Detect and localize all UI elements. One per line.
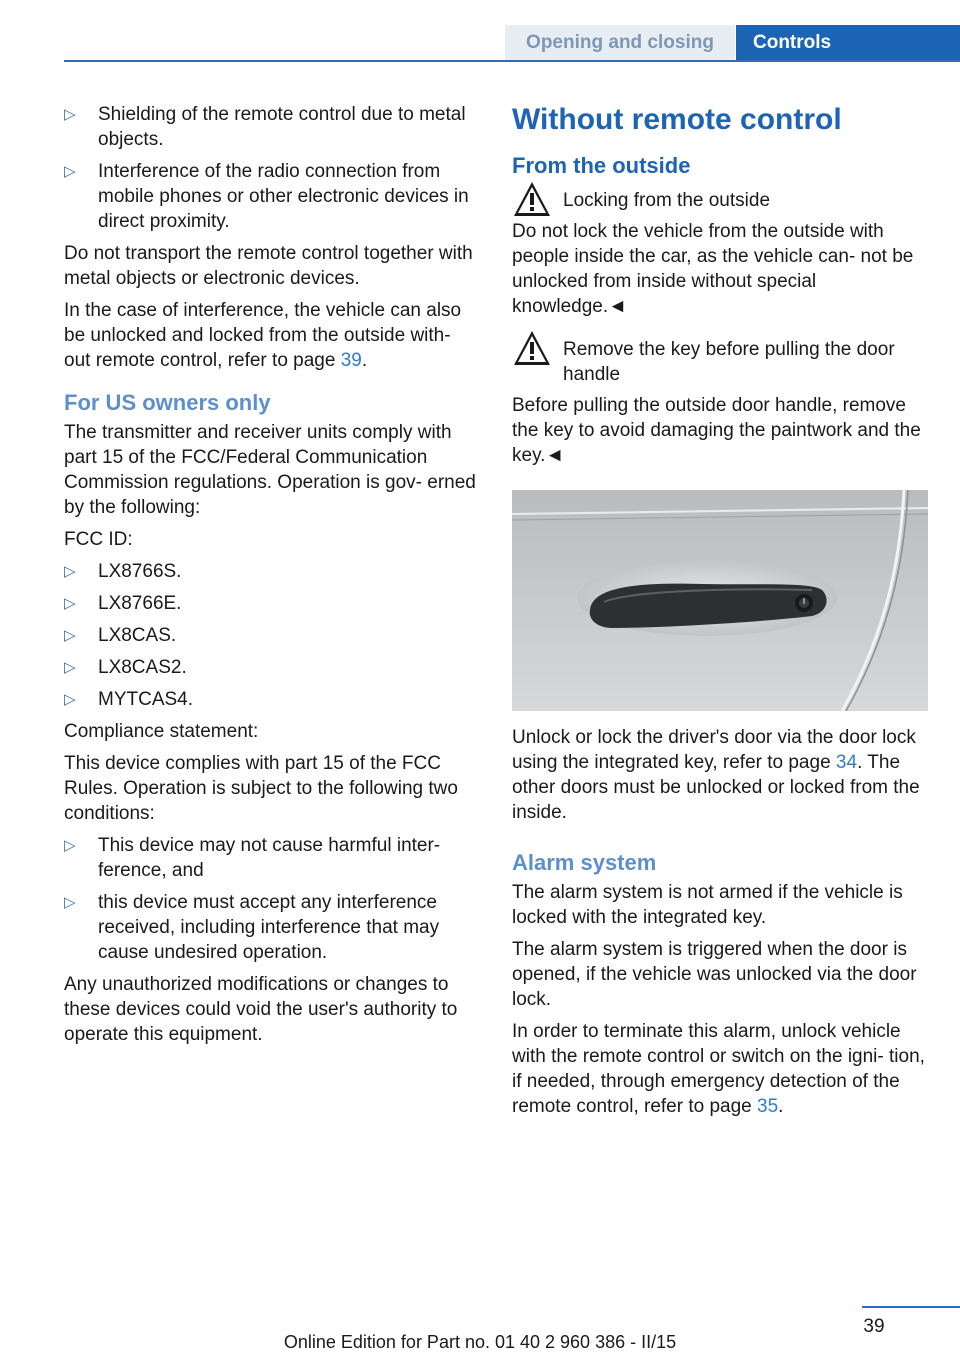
list-item: ▷ This device may not cause harmful inter‐ ference, and — [64, 835, 441, 881]
list-item: ▷ Interference of the radio connection from mobile phones or other electronic devices in direct proximity. — [64, 161, 469, 232]
triangle-bullet-icon: ▷ — [64, 627, 76, 644]
warning-title: Locking from the outside — [563, 190, 771, 211]
warning-block — [512, 188, 930, 213]
us-owners-heading: For US owners only — [64, 390, 271, 415]
warning-body: Before pulling the outside door handle, remove the key to avoid damaging the paintwork and the key.◄ — [512, 395, 921, 466]
page-number: 39 — [863, 1316, 885, 1337]
triangle-bullet-icon: ▷ — [64, 595, 76, 612]
paragraph: The transmitter and receiver units comply with part 15 of the FCC/Federal Communication Commission regulations. Operation is gov‐ erned by the following: — [64, 422, 476, 518]
header-section-title: Opening and closing — [505, 25, 735, 60]
door-handle-photo — [512, 490, 928, 711]
paragraph: The alarm system is triggered when the door is opened, if the vehicle was unlocked via the door lock. — [512, 939, 917, 1010]
page-link-34[interactable]: 34 — [835, 752, 858, 773]
warning-icon — [512, 329, 552, 369]
list-item: ▷ MYTCAS4. — [64, 689, 194, 710]
warning-block — [512, 337, 930, 387]
list-item: ▷ this device must accept any interference received, including interference that may cause undesired operation. — [64, 892, 440, 963]
paragraph: Do not transport the remote control together with metal objects or electronic devices. — [64, 243, 473, 289]
warning-title: Remove the key before pulling the door handle — [563, 339, 895, 385]
triangle-bullet-icon: ▷ — [64, 563, 76, 580]
list-item: ▷ Shielding of the remote control due to metal objects. — [64, 104, 466, 150]
edition-footer: Online Edition for Part no. 01 40 2 960 386 - II/15 — [283, 1332, 677, 1352]
triangle-bullet-icon: ▷ — [64, 659, 76, 676]
paragraph: In order to terminate this alarm, unlock vehicle with the remote control or switch on the igni‐ tion, if needed, through emergency detection of the remote control, refer to page 35. — [512, 1021, 925, 1117]
triangle-bullet-icon: ▷ — [64, 163, 76, 180]
triangle-bullet-icon: ▷ — [64, 691, 76, 708]
left-column — [64, 102, 482, 1054]
footer-rule — [862, 1306, 960, 1308]
page-link-39[interactable]: 39 — [340, 350, 362, 371]
triangle-bullet-icon: ▷ — [64, 894, 76, 911]
triangle-bullet-icon: ▷ — [64, 837, 76, 854]
compliance-label: Compliance statement: — [64, 721, 259, 742]
page-link-35[interactable]: 35 — [757, 1096, 779, 1117]
paragraph: In the case of interference, the vehicle can also be unlocked and locked from the outside with‐ out remote control, refer to page 39. — [64, 300, 462, 371]
section-title: Without remote control — [512, 103, 842, 136]
right-column — [512, 102, 930, 1126]
list-item: ▷ LX8766S. — [64, 561, 182, 582]
list-item: ▷ LX8CAS2. — [64, 657, 187, 678]
paragraph: The alarm system is not armed if the vehicle is locked with the integrated key. — [512, 882, 903, 928]
warning-body: Do not lock the vehicle from the outside with people inside the car, as the vehicle can‐ not be unlocked from inside without special knowledge.◄ — [512, 221, 914, 317]
header-chapter-tab: Controls — [736, 25, 960, 60]
triangle-bullet-icon: ▷ — [64, 106, 76, 123]
paragraph: Unlock or lock the driver's door via the door lock using the integrated key, refer to page 34. The other doors must be unlocked or locked from the inside. — [512, 727, 920, 823]
subsection-title: From the outside — [512, 153, 691, 178]
warning-icon — [512, 180, 552, 220]
list-item: ▷ LX8766E. — [64, 593, 182, 614]
list-item: ▷ LX8CAS. — [64, 625, 177, 646]
header-rule — [64, 60, 960, 62]
alarm-system-heading: Alarm system — [512, 850, 657, 875]
paragraph: This device complies with part 15 of the FCC Rules. Operation is subject to the following two conditions: — [64, 753, 458, 824]
fcc-id-label: FCC ID: — [64, 529, 133, 550]
paragraph: Any unauthorized modifications or changes to these devices could void the user's authority to operate this equipment. — [64, 974, 458, 1045]
